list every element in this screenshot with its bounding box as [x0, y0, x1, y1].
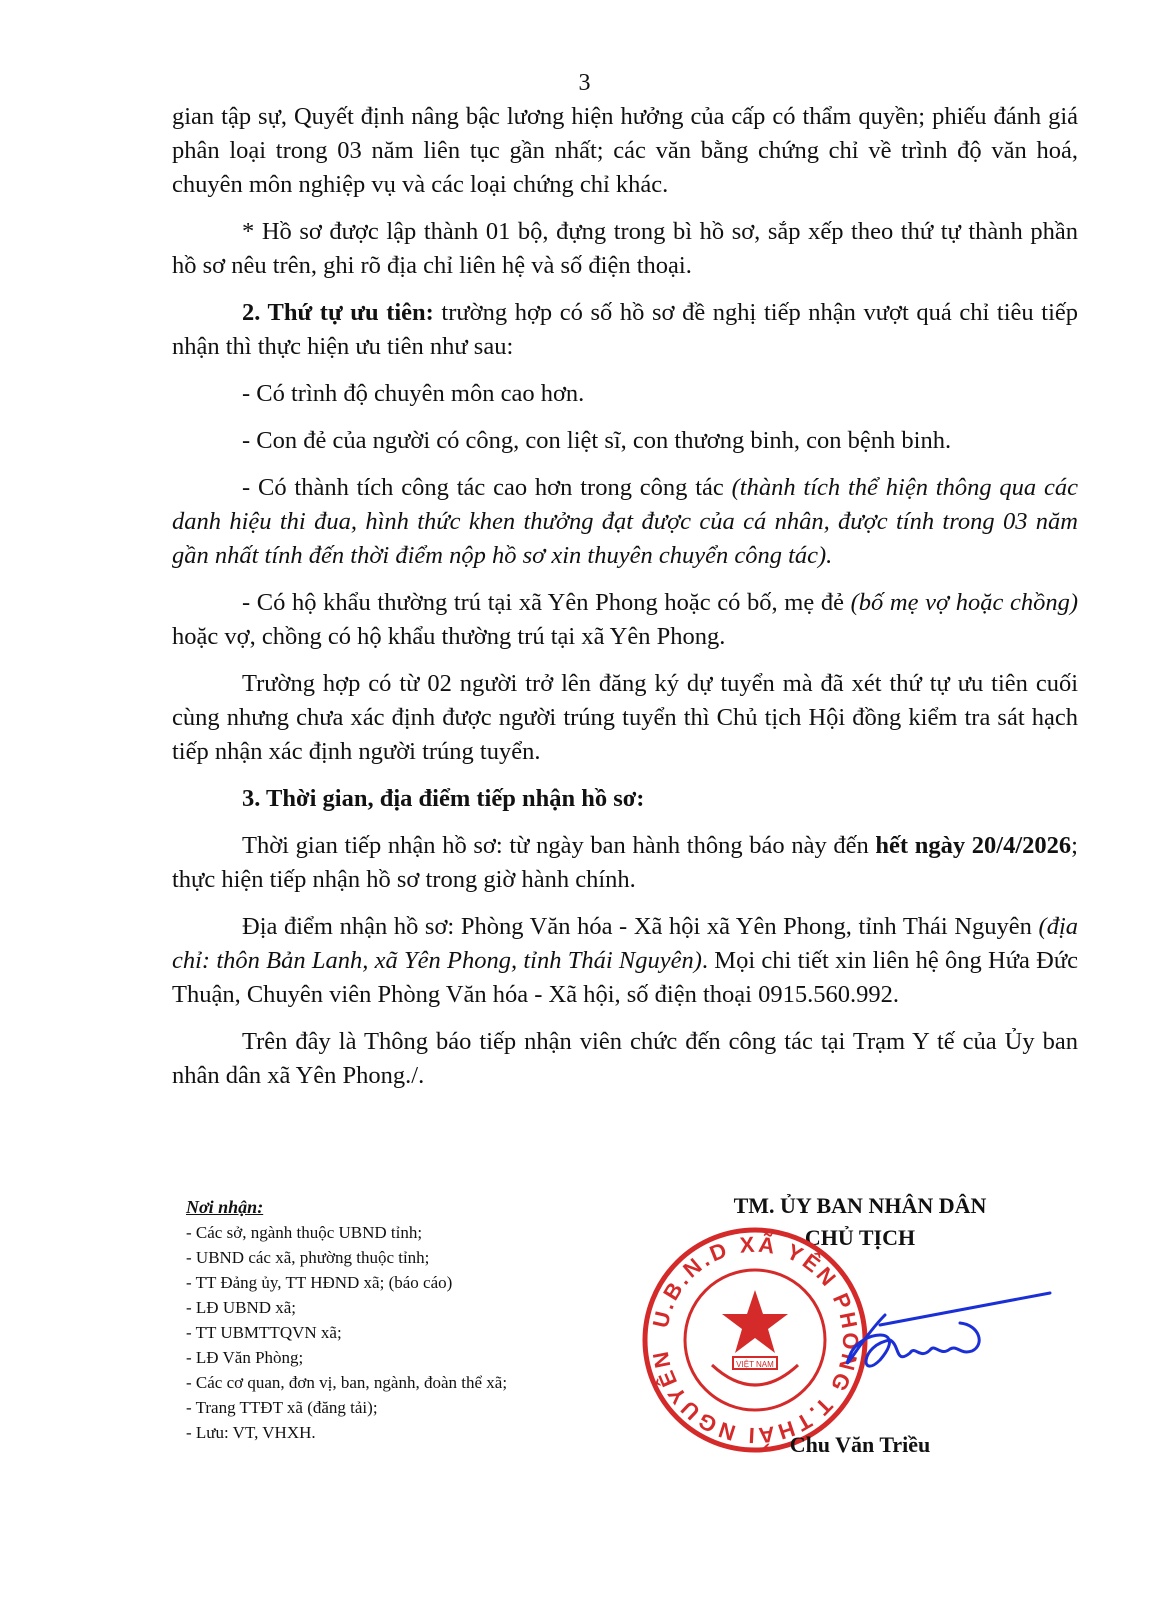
- recipients-list: [186, 1220, 616, 1445]
- seal-inner-text: VIỆT NAM: [736, 1360, 774, 1369]
- priority-item-merit-family: - Con đẻ của người có công, con liệt sĩ, con thương binh, con bệnh binh.: [242, 427, 952, 454]
- recipient-item: - Các cơ quan, đơn vị, ban, ngành, đoàn thể xã;: [186, 1373, 508, 1392]
- recipient-item: - Trang TTĐT xã (đăng tải);: [186, 1398, 378, 1417]
- paragraph-tie-break: Trường hợp có từ 02 người trở lên đăng ký dự tuyển mà đã xét thứ tự ưu tiên cuối cùng nhưng chưa xác định được người trúng tuyển thì Chủ tịch Hội đồng kiểm tra sát hạch tiếp nhận xác định người trúng tuyển.: [172, 670, 1078, 765]
- recipient-item: - LĐ Văn Phòng;: [186, 1348, 304, 1367]
- svg-text:U.B.N.D XÃ YÊN PHONG T.THÁI NG: U.B.N.D XÃ YÊN PHONG T.THÁI NGUYÊN: [647, 1231, 864, 1449]
- paragraph-closing: Trên đây là Thông báo tiếp nhận viên chức đến công tác tại Trạm Y tế của Ủy ban nhân dân xã Yên Phong./.: [172, 1028, 1078, 1089]
- paragraph-receiving-place: [172, 910, 1078, 1012]
- priority-text: trường hợp có số hồ sơ đề nghị tiếp nhận vượt quá chỉ tiêu tiếp nhận thì thực hiện ưu tiên như sau:: [172, 299, 1079, 360]
- paragraph-receiving-time: [172, 829, 1078, 897]
- recipients-block: [186, 1195, 616, 1445]
- recipient-item: - Lưu: VT, VHXH.: [186, 1423, 316, 1442]
- receiving-address: (địa chỉ: thôn Bản Lanh, xã Yên Phong, tỉnh Thái Nguyên): [172, 913, 1078, 974]
- achievement-note: (thành tích thể hiện thông qua các danh hiệu thi đua, hình thức khen thưởng đạt được của cá nhân, được tính trong 03 năm gần nhất tính đến thời điểm nộp hồ sơ xin thuyên chuyển công tác).: [172, 474, 1078, 569]
- residence-note: (bố mẹ vợ hoặc chồng): [850, 589, 1078, 616]
- priority-item-achievement: [172, 471, 1078, 573]
- signer-name: Chu Văn Triều: [789, 1432, 931, 1457]
- recipient-item: - TT Đảng ủy, TT HĐND xã; (báo cáo): [186, 1273, 453, 1292]
- recipients-title: Nơi nhận:: [186, 1197, 264, 1217]
- section-heading-time-place: 3. Thời gian, địa điểm tiếp nhận hồ sơ:: [242, 785, 645, 812]
- receiving-place-text: Địa điểm nhận hồ sơ: Phòng Văn hóa - Xã hội xã Yên Phong, tỉnh Thái Nguyên: [242, 913, 1039, 940]
- receiving-time-text-end: ; thực hiện tiếp nhận hồ sơ trong giờ hành chính.: [172, 832, 1078, 893]
- recipient-item: - LĐ UBND xã;: [186, 1298, 297, 1317]
- priority-item-qualification: - Có trình độ chuyên môn cao hơn.: [242, 380, 585, 407]
- receiving-deadline: hết ngày 20/4/2026: [875, 832, 1072, 859]
- document-body: [172, 100, 1078, 1106]
- section-heading-priority: 2. Thứ tự ưu tiên:: [242, 299, 434, 326]
- paragraph-time-place-heading: [172, 782, 1078, 816]
- recipient-item: - TT UBMTTQVN xã;: [186, 1323, 342, 1342]
- paragraph-dossier-note: * Hồ sơ được lập thành 01 bộ, đựng trong bì hồ sơ, sắp xếp theo thứ tự thành phần hồ sơ nêu trên, ghi rõ địa chỉ liên hệ và số điện thoại.: [172, 218, 1078, 279]
- recipient-item: - UBND các xã, phường thuộc tỉnh;: [186, 1248, 430, 1267]
- recipient-item: - Các sở, ngành thuộc UBND tỉnh;: [186, 1223, 423, 1242]
- signatory-title: CHỦ TỊCH: [804, 1225, 916, 1250]
- paragraph-priority: [172, 296, 1078, 364]
- achievement-text: - Có thành tích công tác cao hơn trong công tác: [242, 474, 732, 501]
- signatory-organization: TM. ỦY BAN NHÂN DÂN: [733, 1193, 987, 1218]
- priority-item-residence: [172, 586, 1078, 654]
- page-number: 3: [578, 70, 591, 96]
- handwritten-signature-icon: [800, 1285, 1080, 1405]
- receiving-time-text: Thời gian tiếp nhận hồ sơ: từ ngày ban hành thông báo này đến: [242, 832, 876, 859]
- residence-text: - Có hộ khẩu thường trú tại xã Yên Phong hoặc có bố, mẹ đẻ: [242, 589, 851, 616]
- residence-text-end: hoặc vợ, chồng có hộ khẩu thường trú tại xã Yên Phong.: [172, 623, 726, 650]
- contact-text: . Mọi chi tiết xin liên hệ ông Hứa Đức Thuận, Chuyên viên Phòng Văn hóa - Xã hội, số điện thoại 0915.560.992.: [172, 947, 1078, 1008]
- paragraph-documents-list: gian tập sự, Quyết định nâng bậc lương hiện hưởng của cấp có thẩm quyền; phiếu đánh giá phân loại trong 03 năm liên tục gần nhất; các văn bằng chứng chỉ về trình độ văn hoá, chuyên môn nghiệp vụ và các loại chứng chỉ khác.: [172, 103, 1078, 198]
